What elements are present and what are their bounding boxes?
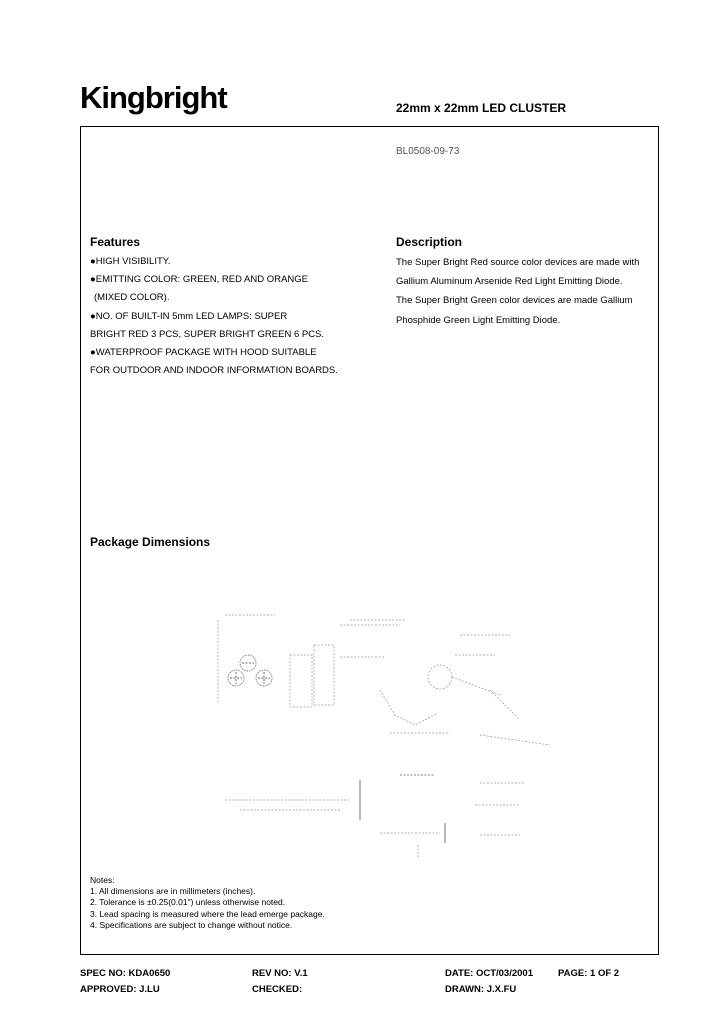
brand-logo: Kingbright (80, 80, 227, 115)
note-item: 1. All dimensions are in millimeters (inches). (90, 886, 256, 897)
checked-by: CHECKED: (252, 984, 303, 995)
package-dimensions-drawing (190, 595, 570, 865)
notes-block (90, 875, 325, 931)
document-date: DATE: OCT/03/2001 (445, 968, 533, 979)
description-line: The Super Bright Red source color devices are made with (396, 257, 640, 268)
notes-heading: Notes: (90, 875, 115, 885)
feature-line: FOR OUTDOOR AND INDOOR INFORMATION BOARDS. (90, 365, 338, 377)
revision-number: REV NO: V.1 (252, 968, 308, 979)
drawn-by: DRAWN: J.X.FU (445, 984, 517, 995)
feature-line: ●HIGH VISIBILITY. (90, 256, 171, 267)
feature-line: ●WATERPROOF PACKAGE WITH HOOD SUITABLE (90, 347, 317, 359)
description-line: The Super Bright Green color devices are made Gallium (396, 295, 633, 307)
note-item: 3. Lead spacing is measured where the lead emerge package. (90, 908, 325, 919)
features-heading: Features (90, 235, 141, 249)
page-number: PAGE: 1 OF 2 (558, 968, 620, 979)
description-line: Phosphide Green Light Emitting Diode. (396, 314, 561, 326)
package-heading: Package Dimensions (90, 535, 211, 549)
feature-line: ●EMITTING COLOR: GREEN, RED AND ORANGE (90, 274, 308, 286)
feature-line: ●NO. OF BUILT-IN 5mm LED LAMPS: SUPER (90, 310, 288, 322)
document-title: 22mm x 22mm LED CLUSTER (396, 101, 567, 115)
description-heading: Description (396, 235, 463, 249)
feature-line: BRIGHT RED 3 PCS, SUPER BRIGHT GREEN 6 PCS. (90, 328, 325, 340)
description-text (396, 253, 658, 330)
approved-by: APPROVED: J.LU (80, 984, 160, 995)
spec-number: SPEC NO: KDA0650 (80, 968, 171, 979)
feature-line: (MIXED COLOR). (94, 292, 170, 304)
features-list (90, 253, 380, 380)
note-item: 2. Tolerance is ±0.25(0.01") unless otherwise noted. (90, 897, 286, 908)
description-line: Gallium Aluminum Arsenide Red Light Emitting Diode. (396, 276, 623, 288)
note-item: 4. Specifications are subject to change without notice. (90, 919, 293, 930)
part-number: BL0508-09-73 (396, 146, 460, 157)
